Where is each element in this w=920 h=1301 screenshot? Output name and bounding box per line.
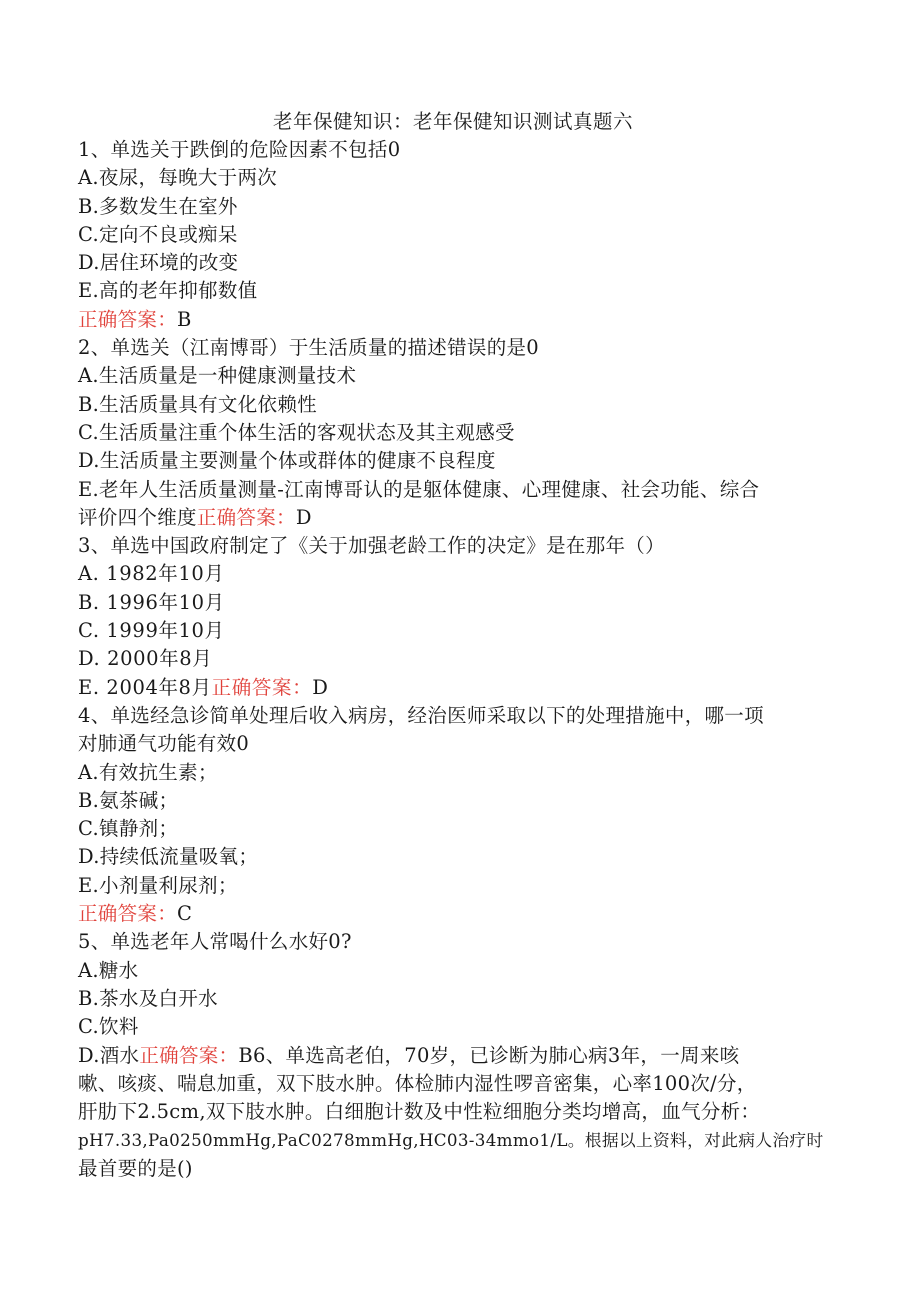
document-page	[78, 108, 828, 1183]
question-2-option-c: C.生活质量注重个体生活的客观状态及其主观感受	[78, 420, 515, 444]
question-3-option-c: C. 1999年10月	[78, 619, 225, 643]
question-5-option-c: C.饮料	[78, 1015, 139, 1039]
question-5-stem: 5、单选老年人常喝什么水好0?	[78, 930, 352, 954]
question-5-option-d	[78, 1042, 828, 1070]
question-3-option-a: A. 1982年10月	[78, 562, 225, 586]
answer-label: 正确答案：	[139, 1043, 239, 1067]
question-4-stem-line1: 4、单选经急诊简单处理后收入病房，经治医师采取以下的处理措施中，哪一项	[78, 703, 764, 727]
answer-value: C	[177, 902, 193, 926]
answer-label: 正确答案：	[78, 307, 178, 331]
question-2-option-e-line1: E.老年人生活质量测量-江南博哥认的是躯体健康、心理健康、社会功能、综合	[78, 477, 760, 501]
question-4-answer	[78, 900, 828, 928]
question-6-line2: 嗽、咳痰、喘息加重，双下肢水肿。体检肺内湿性啰音密集，心率100次/分，	[78, 1071, 757, 1095]
question-5-option-b: B.茶水及白开水	[78, 986, 218, 1010]
question-6-line5: 最首要的是()	[78, 1156, 193, 1180]
answer-label: 正确答案：	[211, 675, 313, 699]
question-6-line3: 肝肋下2.5cm,双下肢水肿。白细胞计数及中性粒细胞分类均增高，血气分析：	[78, 1100, 761, 1124]
answer-value: B	[177, 307, 192, 331]
question-3-stem: 3、单选中国政府制定了《关于加强老龄工作的决定》是在那年（）	[78, 534, 665, 558]
option-text: 评价四个维度	[78, 505, 197, 529]
question-2-option-d: D.生活质量主要测量个体或群体的健康不良程度	[78, 449, 496, 473]
question-2-option-a: A.生活质量是一种健康测量技术	[78, 364, 357, 388]
question-4-stem-line2: 对肺通气功能有效0	[78, 732, 250, 756]
question-4-option-e: E.小剂量利尿剂；	[78, 873, 238, 897]
question-1-stem: 1、单选关于跌倒的危险因素不包括0	[78, 138, 401, 161]
question-5-option-a: A.糖水	[78, 958, 139, 982]
question-2-option-b: B.生活质量具有文化依赖性	[78, 392, 317, 416]
question-1-option-c: C.定向不良或痴呆	[78, 222, 238, 246]
question-4-option-c: C.镇静剂；	[78, 817, 179, 841]
question-4-option-b: B.氨茶碱；	[78, 788, 179, 812]
answer-value: D	[295, 505, 312, 529]
answer-and-question-6-start: B6、单选高老伯，70岁，已诊断为肺心病3年，一周来咳	[238, 1043, 740, 1067]
question-1-option-a: A.夜尿，每晚大于两次	[78, 166, 278, 190]
option-text: E. 2004年8月	[78, 675, 212, 699]
question-1-option-b: B.多数发生在室外	[78, 194, 238, 218]
question-3-option-d: D. 2000年8月	[78, 647, 213, 671]
question-2-option-e-line2	[78, 504, 828, 532]
question-2-stem: 2、单选关（江南博哥）于生活质量的描述错误的是0	[78, 336, 540, 360]
option-text: D.酒水	[78, 1043, 140, 1067]
question-1-answer	[78, 306, 828, 334]
answer-label: 正确答案：	[196, 505, 296, 529]
question-1-option-e: E.高的老年抑郁数值	[78, 279, 258, 303]
question-4-option-a: A.有效抗生素；	[78, 760, 218, 784]
answer-value: D	[312, 675, 329, 699]
question-4-option-d: D.持续低流量吸氧；	[78, 845, 259, 869]
question-1-option-d: D.居住环境的改变	[78, 251, 239, 275]
question-3-option-b: B. 1996年10月	[78, 590, 225, 614]
page-title: 老年保健知识：老年保健知识测试真题六	[272, 110, 633, 133]
answer-label: 正确答案：	[78, 902, 178, 926]
question-3-option-e	[78, 674, 828, 702]
question-6-line4: pH7.33,Pa0250mmHg,PaC0278mmHg,HC03-34mmo1/L。根据以上资料，对此病人治疗时	[78, 1130, 824, 1151]
